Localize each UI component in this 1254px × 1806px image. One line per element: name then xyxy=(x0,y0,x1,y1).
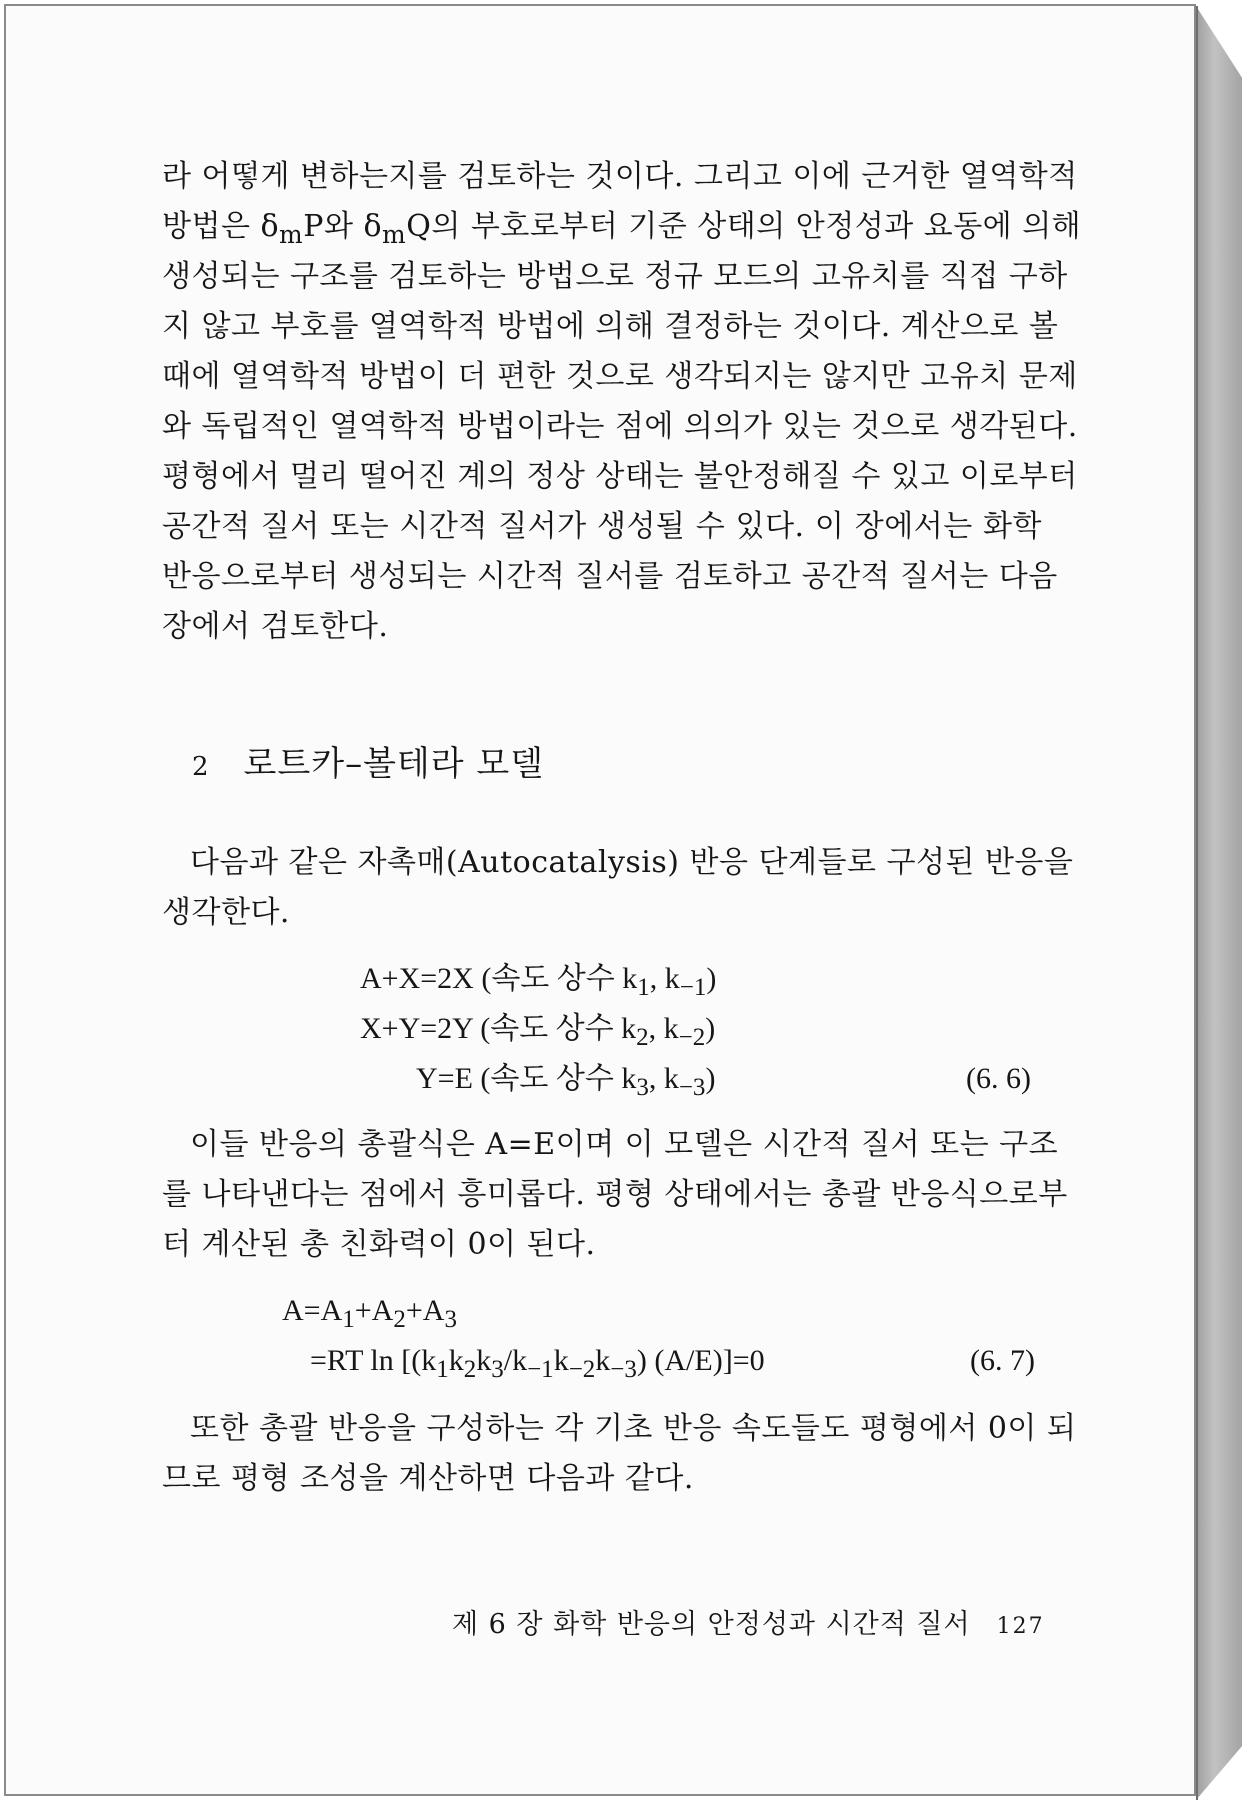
equation-reaction-2: X+Y=2Y (속도 상수 $k_2$, $k_{-2}$) xyxy=(360,1012,716,1051)
equation-reaction-1: A+X=2X (속도 상수 $k_1$, $k_{-1}$) xyxy=(360,962,717,1001)
text-line: 평형에서 멀리 떨어진 계의 정상 상태는 불안정해질 수 있고 이로부터 xyxy=(162,459,1078,494)
text-line: 장에서 검토한다. xyxy=(162,609,389,644)
text-line: 를 나타낸다는 점에서 흥미롭다. 평형 상태에서는 총괄 반응식으로부 xyxy=(162,1177,1068,1212)
text-line: 생각한다. xyxy=(162,895,290,930)
text-line: 이들 반응의 총괄식은 A=E이며 이 모델은 시간적 질서 또는 구조 xyxy=(190,1127,1059,1162)
text-line: 지 않고 부호를 열역학적 방법에 의해 결정하는 것이다. 계산으로 볼 xyxy=(162,309,1059,344)
book-spine-edge xyxy=(1196,6,1242,1800)
page-edge-line xyxy=(1196,6,1198,1800)
text-line: 터 계산된 총 친화력이 0이 된다. xyxy=(162,1227,596,1262)
text-line: 또한 총괄 반응을 구성하는 각 기초 반응 속도들도 평형에서 0이 되 xyxy=(190,1411,1077,1446)
paragraph-autocatalysis xyxy=(162,838,1074,938)
paragraph-equilibrium xyxy=(162,1404,1077,1504)
equation-affinity-2: =RT $\ln [(k_1k_2k_3/k_{-1}k_{-2}k_{-3})$ (A/E)]=0 xyxy=(310,1344,765,1383)
text-line: 공간적 질서 또는 시간적 질서가 생성될 수 있다. 이 장에서는 화학 xyxy=(162,509,1042,544)
chapter-title: 제 6 장 화학 반응의 안정성과 시간적 질서 xyxy=(452,1609,971,1640)
text-line: 므로 평형 조성을 계산하면 다음과 같다. xyxy=(162,1461,694,1496)
text-line: 때에 열역학적 방법이 더 편한 것으로 생각되지는 않지만 고유치 문제 xyxy=(162,359,1078,394)
equation-reaction-3: Y=E (속도 상수 $k_3$, $k_{-3}$) xyxy=(416,1062,716,1101)
text-line: 라 어떻게 변하는지를 검토하는 것이다. 그리고 이에 근거한 열역학적 xyxy=(162,159,1078,194)
text-line: 반응으로부터 생성되는 시간적 질서를 검토하고 공간적 질서는 다음 xyxy=(162,559,1058,594)
text-line: 와 독립적인 열역학적 방법이라는 점에 의의가 있는 것으로 생각된다. xyxy=(162,409,1078,444)
text-line: 생성되는 구조를 검토하는 방법으로 정규 모드의 고유치를 직접 구하 xyxy=(162,259,1068,294)
text-line: 다음과 같은 자촉매(Autocatalysis) 반응 단계들로 구성된 반응을 xyxy=(190,845,1074,880)
book-page xyxy=(4,4,1196,1796)
running-footer xyxy=(452,1600,1045,1652)
paragraph-overall xyxy=(162,1120,1068,1270)
section-heading xyxy=(192,739,544,792)
section-title: 로트카–볼테라 모델 xyxy=(243,744,545,784)
page-number: 127 xyxy=(996,1614,1045,1639)
equation-number-6-7: (6. 7) xyxy=(970,1344,1035,1377)
text-line: 방법은 $\delta_mP$와 $\delta_mQ$의 부호로부터 기준 상태의 안정성과 요동에 의해 xyxy=(162,209,1082,249)
equation-number-6-6: (6. 6) xyxy=(966,1062,1031,1095)
section-number: 2 xyxy=(192,752,210,782)
paragraph-intro xyxy=(162,152,1082,652)
equation-affinity-1: $A=A_1+A_2+A_3$ xyxy=(282,1294,457,1333)
